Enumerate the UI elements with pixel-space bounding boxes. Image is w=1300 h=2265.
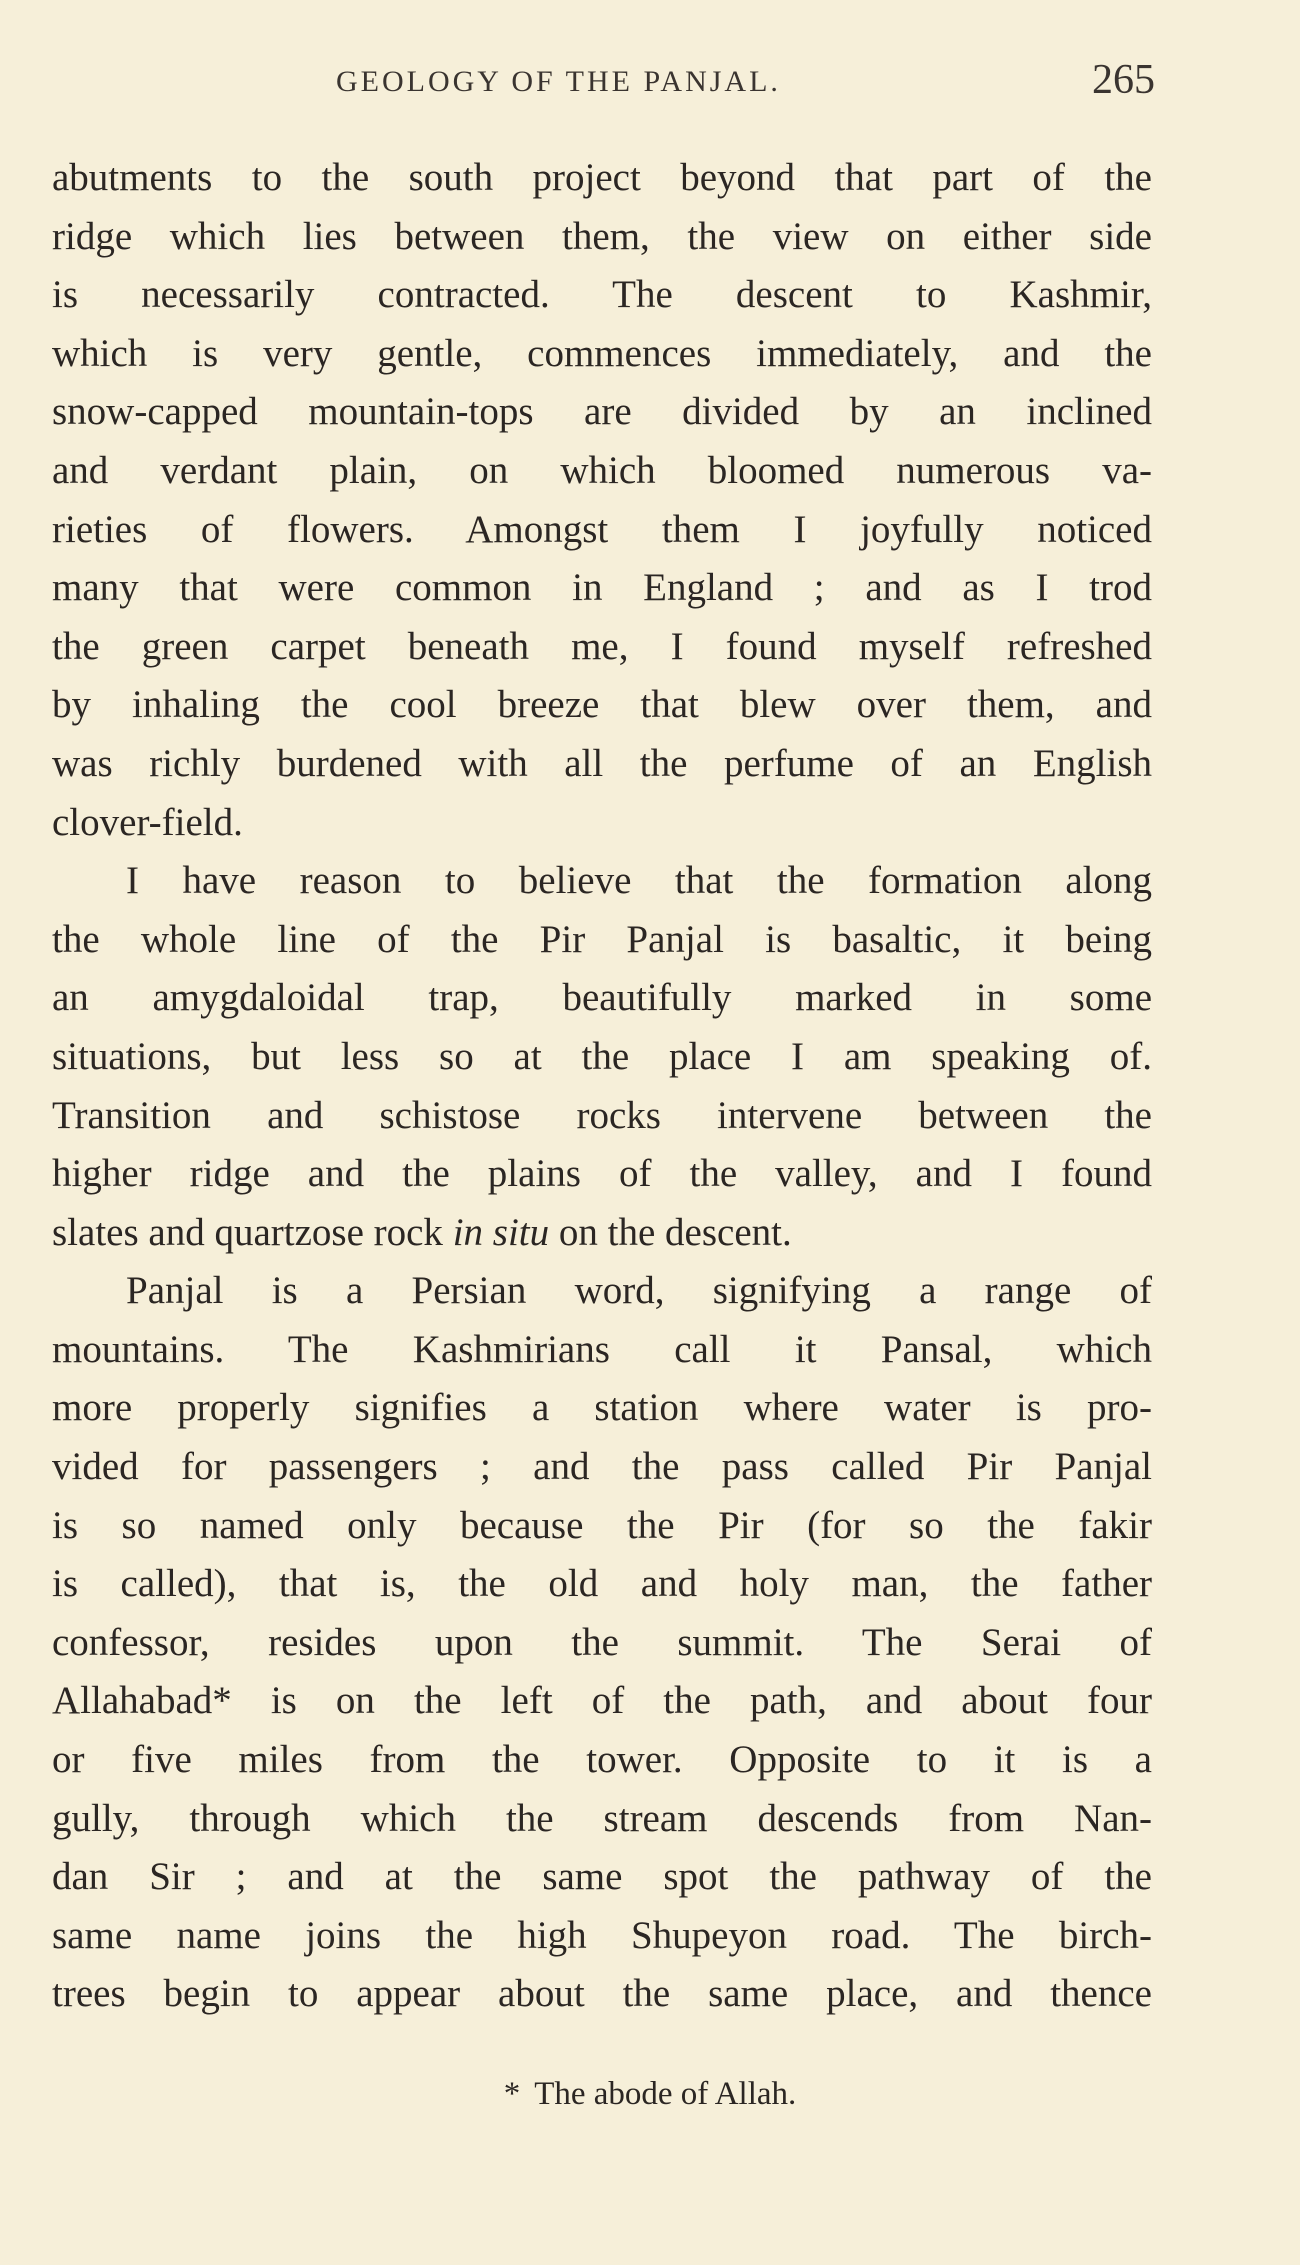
text-line: slates and quartzose rock in situ on the descent. bbox=[52, 1210, 792, 1254]
text-line: was richly burdened with all the perfume of an English bbox=[52, 741, 1152, 785]
text-line: an amygdaloidal trap, beautifully marked in some bbox=[52, 976, 1152, 1020]
text-line: Allahabad* is on the left of the path, and about four bbox=[52, 1679, 1152, 1723]
text-line: gully, through which the stream descends from Nan- bbox=[52, 1796, 1152, 1840]
text-line: the whole line of the Pir Panjal is basaltic, it being bbox=[52, 917, 1152, 961]
italic-phrase: in situ bbox=[452, 1210, 550, 1254]
text-line: abutments to the south project beyond that part of the bbox=[52, 156, 1152, 199]
text-line: dan Sir ; and at the same spot the pathway of the bbox=[52, 1855, 1152, 1899]
text-line: ridge which lies between them, the view on either side bbox=[52, 214, 1152, 258]
text-line: many that were common in England ; and as I trod bbox=[52, 566, 1152, 610]
body-text bbox=[52, 149, 1152, 2024]
footnote bbox=[0, 2070, 1300, 2118]
text-line: higher ridge and the plains of the valley, and I found bbox=[52, 1152, 1152, 1196]
text-line: is so named only because the Pir (for so the fakir bbox=[52, 1503, 1152, 1547]
text-line: Transition and schistose rocks intervene between the bbox=[52, 1093, 1152, 1137]
text-line: the green carpet beneath me, I found myself refreshed bbox=[52, 624, 1152, 668]
text-line: trees begin to appear about the same place, and thence bbox=[52, 1972, 1152, 2016]
text-line: is called), that is, the old and holy man, the father bbox=[52, 1562, 1152, 1606]
text-line: same name joins the high Shupeyon road. The birch- bbox=[52, 1913, 1152, 1957]
running-title: GEOLOGY OF THE PANJAL. bbox=[336, 65, 781, 98]
text-line: mountains. The Kashmirians call it Pansal, which bbox=[52, 1327, 1152, 1371]
text-line: rieties of flowers. Amongst them I joyfully noticed bbox=[52, 507, 1152, 551]
text-line: is necessarily contracted. The descent to Kashmir, bbox=[52, 273, 1152, 317]
footnote-mark: * bbox=[503, 2076, 521, 2112]
text-line: vided for passengers ; and the pass called Pir Panjal bbox=[52, 1445, 1152, 1489]
text-line: clover-field. bbox=[52, 800, 243, 844]
text-line: situations, but less so at the place I am speaking of. bbox=[52, 1034, 1152, 1078]
text-line: snow-capped mountain-tops are divided by an inclined bbox=[52, 390, 1152, 434]
text-line: which is very gentle, commences immediately, and the bbox=[52, 331, 1152, 375]
text-line: by inhaling the cool breeze that blew over them, and bbox=[52, 683, 1152, 727]
text-line: and verdant plain, on which bloomed numerous va- bbox=[52, 448, 1152, 492]
page-number: 265 bbox=[1092, 57, 1155, 103]
text-line: Panjal is a Persian word, signifying a range of bbox=[126, 1269, 1152, 1313]
text-line: or five miles from the tower. Opposite to it is a bbox=[52, 1738, 1152, 1782]
footnote-text: The abode of Allah. bbox=[534, 2076, 797, 2112]
text-line: confessor, resides upon the summit. The Serai of bbox=[52, 1620, 1152, 1664]
text-line: more properly signifies a station where water is pro- bbox=[52, 1386, 1152, 1430]
text-line: I have reason to believe that the formation along bbox=[126, 859, 1152, 903]
running-head bbox=[52, 57, 1155, 106]
